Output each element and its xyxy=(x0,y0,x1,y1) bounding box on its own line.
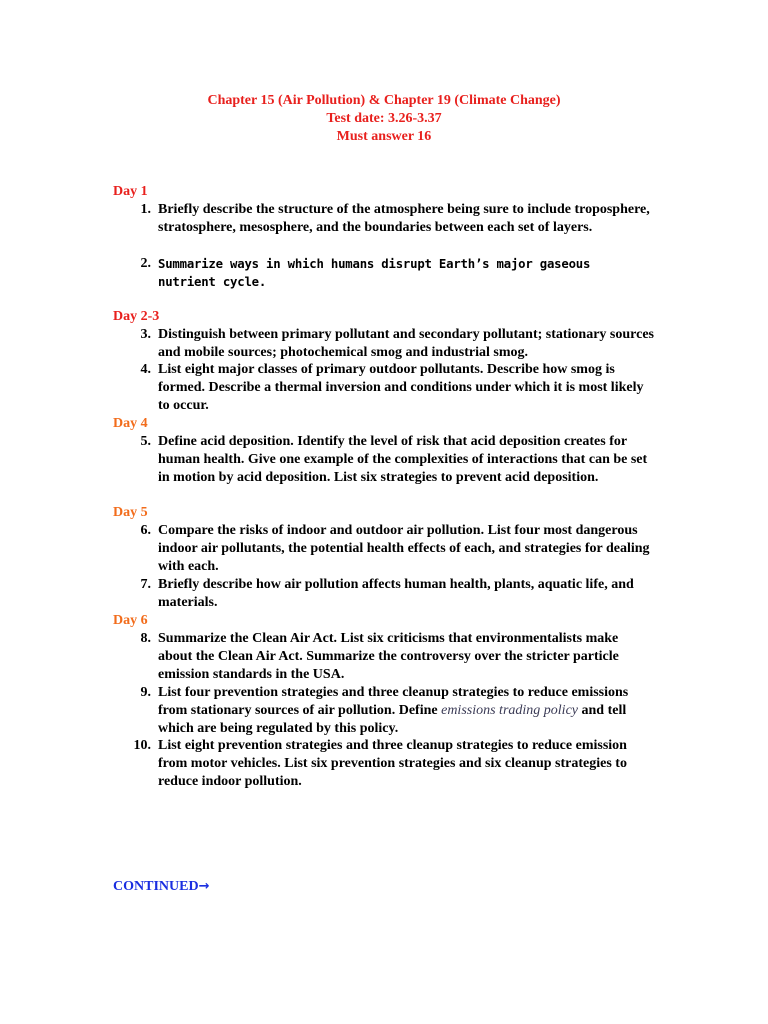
question-item-6 xyxy=(127,522,655,576)
question-number: 5. xyxy=(140,434,151,449)
day-1-heading: Day 1 xyxy=(113,184,148,199)
question-number: 9. xyxy=(140,685,151,700)
question-item-4 xyxy=(127,361,655,415)
question-number: 2. xyxy=(140,256,151,271)
question-number: 3. xyxy=(140,327,151,342)
question-text: Summarize ways in which humans disrupt Earth’s major gaseous nutrient cycle. xyxy=(158,257,591,289)
question-text: Briefly describe the structure of the atmosphere being sure to include troposphere, stratosphere, mesosphere, and the boundaries between each set of layers. xyxy=(158,202,650,235)
question-text: Compare the risks of indoor and outdoor air pollution. List four most dangerous indoor air pollutants, the potential health effects of each, and strategies for dealing with each. xyxy=(158,523,650,574)
document-header xyxy=(0,92,768,146)
question-text-part-b: and tell which are being regulated by this policy. xyxy=(158,703,627,736)
question-number: 7. xyxy=(140,577,151,592)
day-4-heading: Day 4 xyxy=(113,416,148,431)
question-text: List eight prevention strategies and three cleanup strategies to reduce emission from motor vehicles. List six prevention strategies and six cleanup strategies to reduce indoor pollution. xyxy=(158,738,627,789)
question-text: Define acid deposition. Identify the level of risk that acid deposition creates for human health. Give one example of the complexities of interactions that can be set in motion by acid deposition. List six strategies to prevent acid deposition. xyxy=(158,434,648,485)
question-item-2 xyxy=(127,255,655,291)
question-text-part-a: List four prevention strategies and three cleanup strategies to reduce emissions from stationary sources of air pollution. Define xyxy=(158,685,629,718)
continued-text: CONTINUED xyxy=(113,879,199,894)
question-number: 8. xyxy=(140,631,151,646)
question-item-9 xyxy=(127,684,655,738)
question-item-3 xyxy=(127,326,655,362)
question-text: Summarize the Clean Air Act. List six criticisms that environmentalists make about the Clean Air Act. Summarize the controversy over the stricter particle emission standards in the USA. xyxy=(158,631,619,682)
header-title: Chapter 15 (Air Pollution) & Chapter 19 (Climate Change) xyxy=(207,93,561,108)
question-number: 1. xyxy=(140,202,151,217)
header-test-date: Test date: 3.26-3.37 xyxy=(326,111,442,126)
question-item-8 xyxy=(127,630,655,684)
continued-label xyxy=(113,878,209,896)
question-item-10 xyxy=(127,737,655,791)
question-text: List eight major classes of primary outdoor pollutants. Describe how smog is formed. Describe a thermal inversion and conditions under which it is most likely to occur. xyxy=(158,362,644,413)
question-text: Distinguish between primary pollutant and secondary pollutant; stationary sources and mobile sources; photochemical smog and industrial smog. xyxy=(158,327,655,360)
day-5-heading: Day 5 xyxy=(113,505,148,520)
day-2-3-heading: Day 2-3 xyxy=(113,309,160,324)
question-item-7 xyxy=(127,576,655,612)
emissions-trading-policy-term: emissions trading policy xyxy=(441,703,578,718)
day-6-heading: Day 6 xyxy=(113,613,148,628)
right-arrow-icon: → xyxy=(198,879,210,894)
question-text xyxy=(158,684,655,738)
question-item-1 xyxy=(127,201,655,237)
question-item-5 xyxy=(127,433,655,487)
question-number: 6. xyxy=(140,523,151,538)
question-number: 10. xyxy=(133,738,151,753)
header-must-answer: Must answer 16 xyxy=(336,129,432,144)
question-number: 4. xyxy=(140,362,151,377)
question-text: Briefly describe how air pollution affects human health, plants, aquatic life, and materials. xyxy=(158,577,634,610)
